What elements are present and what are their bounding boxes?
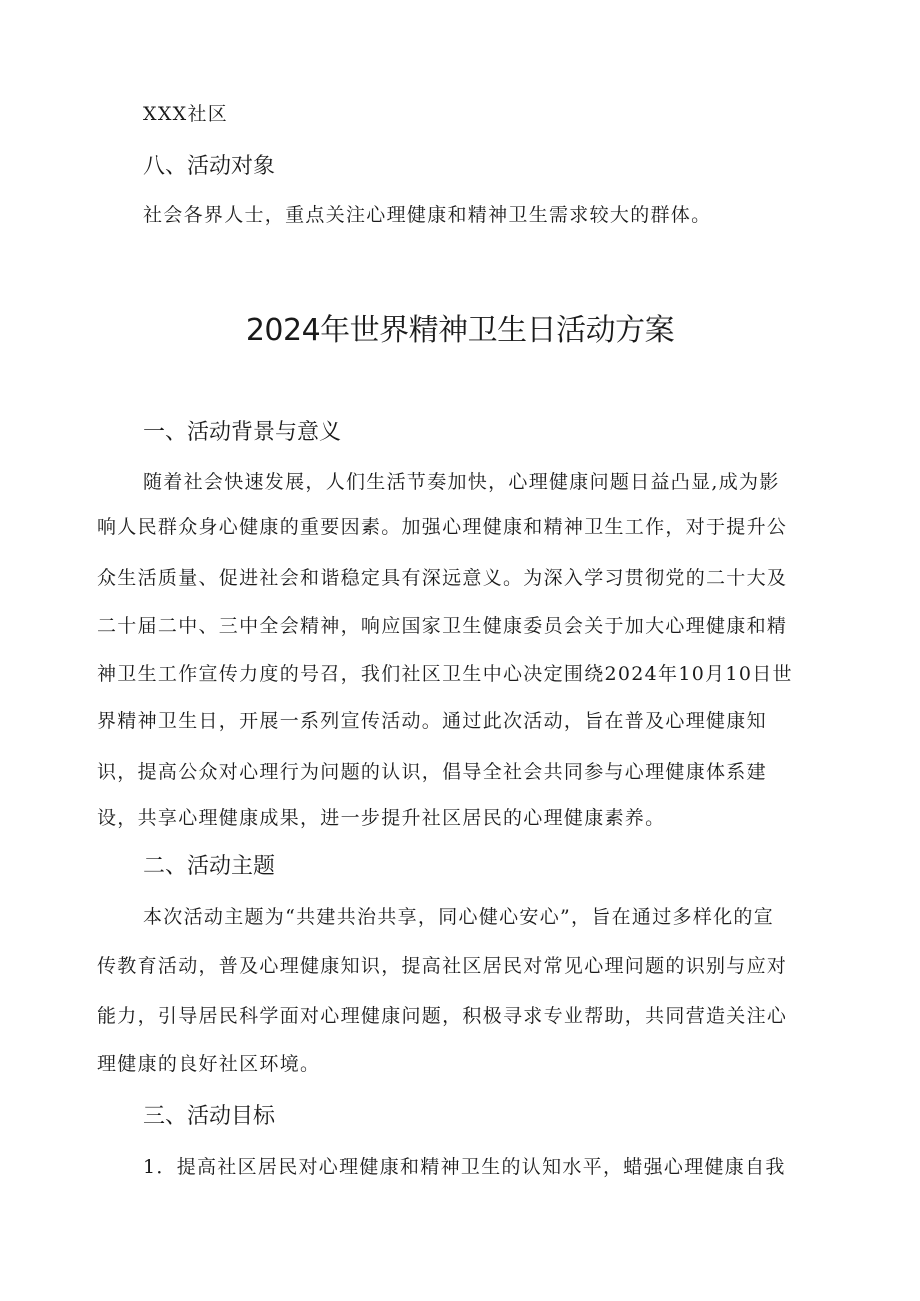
paragraph-line: 设，共享心理健康成果，进一步提升社区居民的心理健康素养。 xyxy=(97,807,666,829)
paragraph-line: 能力，引导居民科学面对心理健康问题，积极寻求专业帮助，共同营造关注心 xyxy=(97,1005,788,1027)
paragraph-line: 响人民群众身心健康的重要因素。加强心理健康和精神卫生工作，对于提升公 xyxy=(97,516,788,538)
paragraph-line: 二十届二中、三中全会精神，响应国家卫生健康委员会关于加大心理健康和精 xyxy=(97,615,788,637)
paragraph-line: 理健康的良好社区环境。 xyxy=(97,1053,321,1075)
document-title: 2024年世界精神卫生日活动方案 xyxy=(245,313,675,348)
paragraph-line: 识，提高公众对心理行为问题的认识，倡导全社会共同参与心理健康体系建 xyxy=(97,761,767,783)
paragraph-line: 随着社会快速发展，人们生活节奏加快，心理健康问题日益凸显,成为影 xyxy=(143,471,780,493)
section-heading-2: 二、活动主题 xyxy=(143,854,276,879)
section-heading-8: 八、活动对象 xyxy=(143,154,276,179)
paragraph-line: 本次活动主题为“共建共治共享，同心健心安心”，旨在通过多样化的宣 xyxy=(143,906,775,928)
paragraph-line: 界精神卫生日，开展一系列宣传活动。通过此次活动，旨在普及心理健康知 xyxy=(97,710,767,732)
paragraph-line: 神卫生工作宣传力度的号召，我们社区卫生中心决定围绕2024年10月10日世 xyxy=(97,663,793,685)
paragraph-line: 传教育活动，普及心理健康知识，提高社区居民对常见心理问题的识别与应对 xyxy=(97,955,788,977)
paragraph-line: 社会各界人士，重点关注心理健康和精神卫生需求较大的群体。 xyxy=(143,204,712,226)
paragraph-line: 众生活质量、促进社会和谐稳定具有深远意义。为深入学习贯彻党的二十大及 xyxy=(97,567,788,589)
paragraph-line: 1．提高社区居民对心理健康和精神卫生的认知水平，蜡强心理健康自我 xyxy=(143,1156,786,1178)
section-heading-3: 三、活动目标 xyxy=(143,1104,276,1129)
section-heading-1: 一、活动背景与意义 xyxy=(143,420,342,445)
header-text: XXX社区 xyxy=(143,103,229,125)
